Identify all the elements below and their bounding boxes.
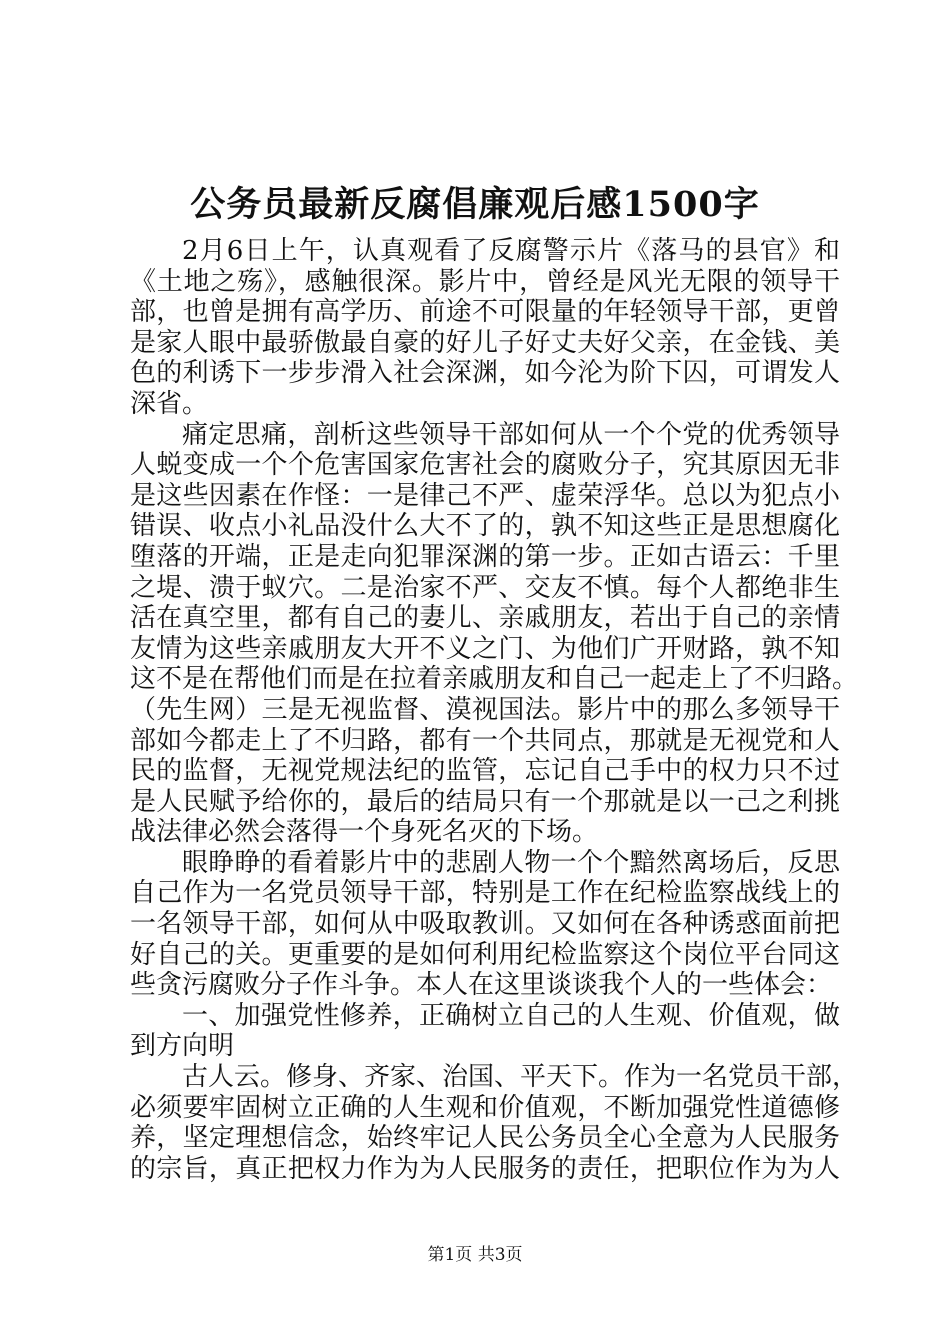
page-footer: 第1页 共3页	[427, 1245, 523, 1265]
text-line: 人蜕变成一个个危害国家危害社会的腐败分子，究其原因无非	[130, 450, 840, 481]
text-line: 友情为这些亲戚朋友大开不义之门、为他们广开财路，孰不知	[130, 633, 840, 664]
text-line: 些贪污腐败分子作斗争。本人在这里谈谈我个人的一些体会：	[130, 970, 833, 1001]
text-line: 色的利诱下一步步滑入社会深渊，如今沦为阶下囚，可谓发人	[130, 358, 840, 389]
text-line: 战法律必然会落得一个身死名灭的下场。	[130, 817, 599, 848]
text-line: 深省。	[130, 388, 209, 419]
text-line: 养，坚定理想信念，始终牢记人民公务员全心全意为人民服务	[130, 1123, 840, 1154]
text-line: 部，也曾是拥有高学历、前途不可限量的年轻领导干部，更曾	[130, 297, 840, 328]
text-line: 活在真空里，都有自己的妻儿、亲戚朋友，若出于自己的亲情	[130, 603, 840, 634]
text-line: 好自己的关。更重要的是如何利用纪检监察这个岗位平台同这	[130, 939, 840, 970]
text-line: 的宗旨，真正把权力作为为人民服务的责任，把职位作为为人	[130, 1153, 840, 1184]
text-line: 到方向明	[130, 1031, 235, 1062]
text-line: 2月6日上午，认真观看了反腐警示片《落马的县官》和	[182, 236, 840, 266]
text-line: 《土地之殇》，感触很深。影片中，曾经是风光无限的领导干	[130, 266, 840, 297]
text-line: 这不是在帮他们而是在拉着亲戚朋友和自己一起走上了不归路。	[130, 664, 859, 695]
document-title: 公务员最新反腐倡廉观后感1500字	[190, 184, 760, 225]
text-line: 之堤、溃于蚁穴。二是治家不严、交友不慎。每个人都绝非生	[130, 572, 840, 603]
text-line: 部如今都走上了不归路，都有一个共同点，那就是无视党和人	[130, 725, 840, 756]
text-line: 是人民赋予给你的，最后的结局只有一个那就是以一己之利挑	[130, 786, 840, 817]
text-line: 是家人眼中最骄傲最自豪的好儿子好丈夫好父亲，在金钱、美	[130, 327, 840, 358]
text-line: 民的监督，无视党规法纪的监管，忘记自己手中的权力只不过	[130, 756, 840, 787]
document-body	[130, 236, 859, 1184]
text-line: 古人云。修身、齐家、治国、平天下。作为一名党员干部，	[182, 1062, 859, 1093]
text-line: 一名领导干部，如何从中吸取教训。又如何在各种诱惑面前把	[130, 909, 840, 940]
text-line: 痛定思痛，剖析这些领导干部如何从一个个党的优秀领导	[182, 419, 840, 450]
text-line: 必须要牢固树立正确的人生观和价值观，不断加强党性道德修	[130, 1092, 840, 1123]
text-line: 自己作为一名党员领导干部，特别是工作在纪检监察战线上的	[130, 878, 840, 909]
text-line: 一、加强党性修养，正确树立自己的人生观、价值观，做	[182, 1000, 840, 1031]
text-line: 眼睁睁的看着影片中的悲剧人物一个个黯然离场后，反思	[182, 847, 840, 878]
text-line: （先生网）三是无视监督、漠视国法。影片中的那么多领导干	[130, 694, 840, 725]
text-line: 堕落的开端，正是走向犯罪深渊的第一步。正如古语云：千里	[130, 541, 840, 572]
text-line: 是这些因素在作怪：一是律己不严、虚荣浮华。总以为犯点小	[130, 480, 840, 511]
text-line: 错误、收点小礼品没什么大不了的，孰不知这些正是思想腐化	[130, 511, 840, 542]
